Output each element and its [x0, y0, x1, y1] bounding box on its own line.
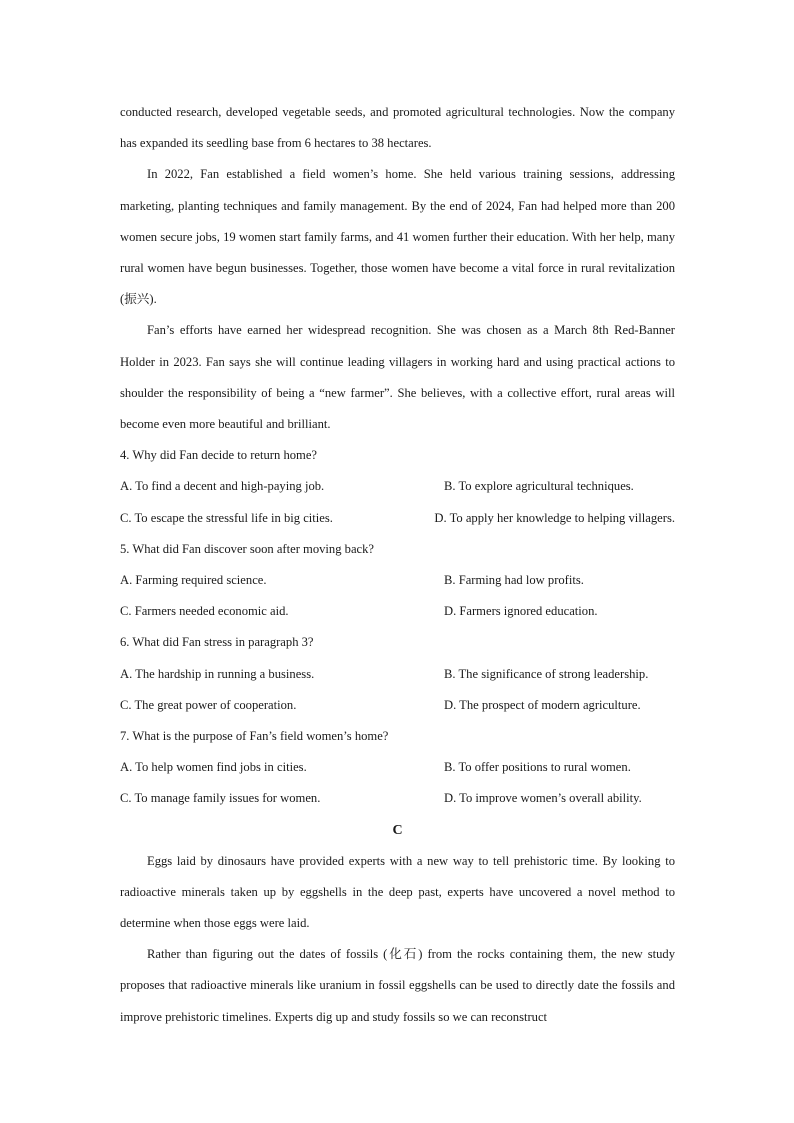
passage-b-paragraph-tail: conducted research, developed vegetable seeds, and promoted agricultural technologies. Now the company has expanded its seedling base from 6 hectares to 38 hectares.: [120, 105, 675, 151]
option-b: B. The significance of strong leadership.: [444, 666, 649, 681]
options-row: [120, 596, 675, 627]
option-c: C. The great power of cooperation.: [120, 697, 297, 712]
passage-b-paragraph-4: Fan’s efforts have earned her widespread recognition. She was chosen as a March 8th Red-Banner Holder in 2023. Fan says she will continue leading villagers in working hard and using practical actions to shoulder the responsibility of being a “new farmer”. She believes, with a collective effort, rural areas will become even more beautiful and brilliant.: [120, 323, 675, 432]
passage-b-paragraph-3: In 2022, Fan established a field women’s home. She held various training sessions, addressing marketing, planting techniques and family management. By the end of 2024, Fan had helped more than 200 women secure jobs, 19 women start family farms, and 41 women further their education. With her help, many rural women have begun businesses. Together, those women have become a vital force in rural revitalization (振兴).: [120, 167, 675, 307]
option-a: A. To help women find jobs in cities.: [120, 760, 307, 775]
options-row: [120, 783, 675, 814]
options-row: [120, 690, 675, 721]
option-a: A. Farming required science.: [120, 573, 267, 588]
option-c: C. To manage family issues for women.: [120, 791, 321, 806]
question-7: [120, 721, 675, 815]
option-a: A. The hardship in running a business.: [120, 666, 315, 681]
option-a: A. To find a decent and high-paying job.: [120, 479, 325, 494]
option-b: B. Farming had low profits.: [444, 573, 584, 588]
option-d: D. To improve women’s overall ability.: [444, 791, 642, 806]
question-stem: 7. What is the purpose of Fan’s field women’s home?: [120, 729, 389, 744]
section-heading-c: C: [392, 822, 403, 838]
option-c: C. Farmers needed economic aid.: [120, 604, 289, 619]
options-row: [120, 503, 675, 534]
option-d: D. Farmers ignored education.: [444, 604, 598, 619]
passage-c-paragraph-1: Eggs laid by dinosaurs have provided experts with a new way to tell prehistoric time. By looking to radioactive minerals taken up by eggshells in the deep past, experts have uncovered a novel method to determine when those eggs were laid.: [120, 853, 675, 931]
options-row: [120, 471, 675, 502]
option-b: B. To explore agricultural techniques.: [444, 479, 634, 494]
passage-c-paragraph-2: Rather than figuring out the dates of fossils (化石) from the rocks containing them, the new study proposes that radioactive minerals like uranium in fossil eggshells can be used to directly date the fossils and improve prehistoric timelines. Experts dig up and study fossils so we can reconstruct: [120, 947, 675, 1024]
option-d: D. The prospect of modern agriculture.: [444, 697, 641, 712]
question-stem: 5. What did Fan discover soon after moving back?: [120, 541, 375, 556]
question-5: [120, 534, 675, 628]
option-d: D. To apply her knowledge to helping villagers.: [434, 510, 675, 525]
question-6: [120, 627, 675, 721]
options-row: [120, 752, 675, 783]
option-b: B. To offer positions to rural women.: [444, 760, 631, 775]
question-stem: 4. Why did Fan decide to return home?: [120, 448, 318, 463]
question-4: [120, 440, 675, 534]
exam-page: [120, 97, 675, 1033]
options-row: [120, 659, 675, 690]
options-row: [120, 565, 675, 596]
question-stem: 6. What did Fan stress in paragraph 3?: [120, 635, 314, 650]
option-c: C. To escape the stressful life in big cities.: [120, 510, 333, 525]
